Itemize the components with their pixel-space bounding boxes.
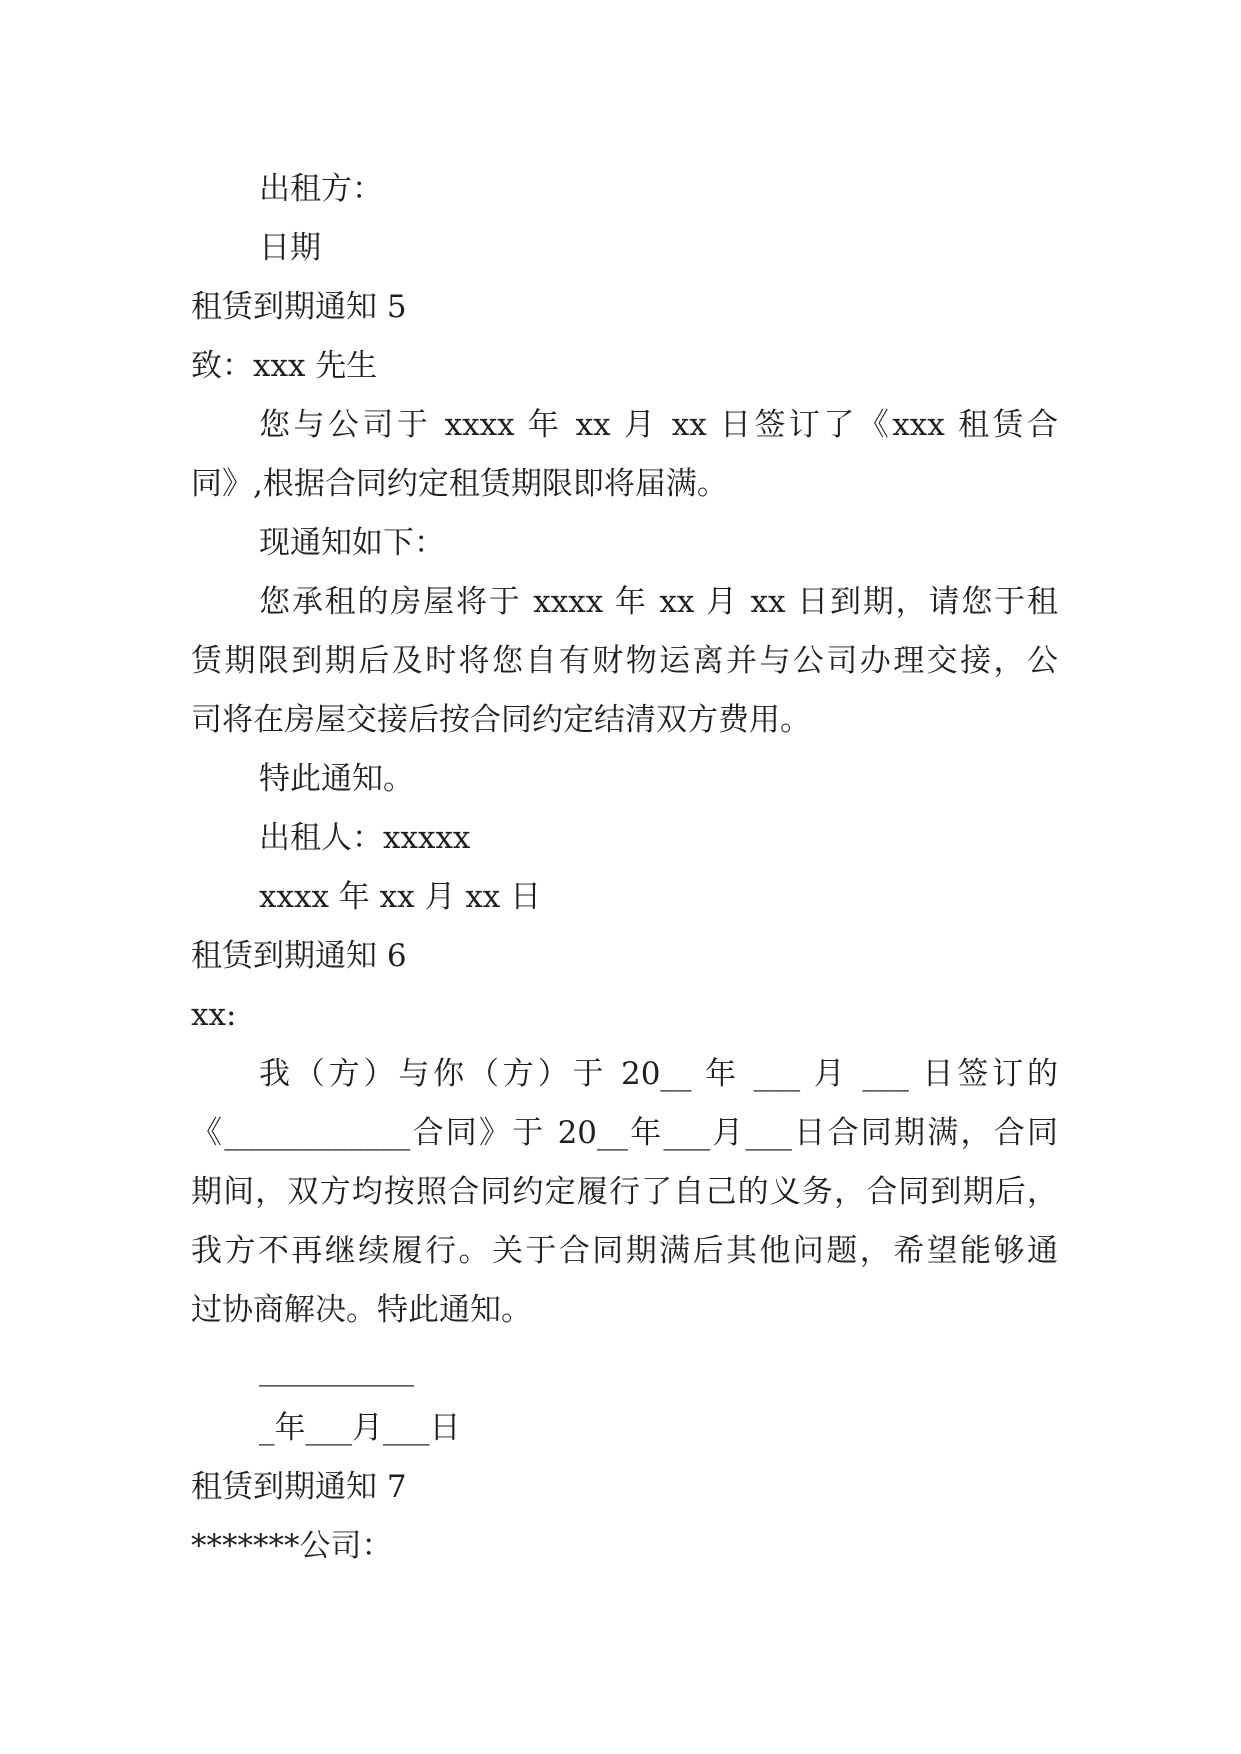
body-line: 《____________合同》于 20__年___月___日合同期满，合同	[191, 1115, 1058, 1151]
notice-heading-7: 租赁到期通知 7	[191, 1469, 407, 1505]
salutation: xx:	[191, 997, 237, 1033]
body-line: 司将在房屋交接后按合同约定结清双方费用。	[191, 702, 811, 738]
body-line: 过协商解决。特此通知。	[191, 1292, 532, 1328]
signature-date: xxxx 年 xx 月 xx 日	[259, 879, 542, 915]
signature-blank-line: __________	[259, 1351, 414, 1387]
signature-date: _年___月___日	[259, 1410, 461, 1446]
salutation: *******公司：	[191, 1528, 393, 1564]
document-body	[191, 160, 1058, 1576]
salutation: 致：xxx 先生	[191, 348, 378, 384]
lessor-signature: 出租人：xxxxx	[259, 820, 471, 856]
body-line: 您承租的房屋将于 xxxx 年 xx 月 xx 日到期，请您于租	[259, 584, 1058, 620]
body-line: 赁期限到期后及时将您自有财物运离并与公司办理交接，公	[191, 643, 1058, 679]
body-line: 现通知如下：	[259, 525, 445, 561]
notice-heading-6: 租赁到期通知 6	[191, 938, 407, 974]
date-label: 日期	[259, 230, 321, 266]
body-line: 期间，双方均按照合同约定履行了自己的义务，合同到期后，	[191, 1174, 1058, 1210]
body-line: 您与公司于 xxxx 年 xx 月 xx 日签订了《xxx 租赁合	[259, 407, 1058, 443]
body-line: 同》,根据合同约定租赁期限即将届满。	[191, 466, 728, 502]
body-line: 我方不再继续履行。关于合同期满后其他问题，希望能够通	[191, 1233, 1058, 1269]
body-line: 我（方）与你（方）于 20__ 年 ___ 月 ___ 日签订的	[259, 1056, 1058, 1092]
notice-heading-5: 租赁到期通知 5	[191, 289, 407, 325]
closing-line: 特此通知。	[259, 761, 414, 797]
landlord-signature-label: 出租方：	[259, 171, 383, 207]
